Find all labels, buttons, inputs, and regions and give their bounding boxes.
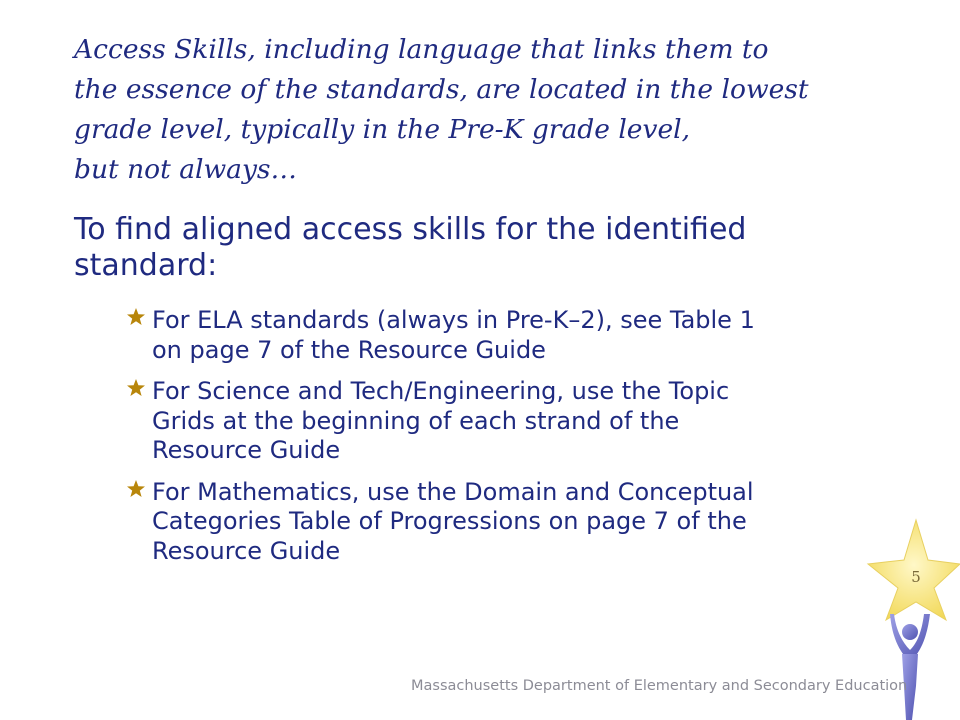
- bullet-line: Grids at the beginning of each strand of the: [152, 406, 680, 435]
- heading-line: standard:: [74, 248, 218, 283]
- bullet-item: [126, 377, 886, 466]
- footer: Massachusetts Department of Elementary and Secondary Education: [411, 678, 908, 694]
- bullet-line: Categories Table of Progressions on page 7 of the: [152, 507, 747, 535]
- subtitle-line: Access Skills, including language that links them to: [74, 34, 769, 65]
- bullet-line: on page 7 of the Resource Guide: [152, 335, 546, 364]
- bullet-line: Resource Guide: [152, 536, 341, 565]
- logo-figure-head: [902, 624, 918, 640]
- subtitle-line: the essence of the standards, are located in the lowest: [74, 74, 809, 105]
- star-bullet-icon: [126, 479, 146, 499]
- bullet-line: For ELA standards (always in Pre-K–2), see Table 1: [152, 306, 755, 334]
- star-bullet-icon: [126, 307, 146, 327]
- bullet-item: [126, 306, 886, 365]
- bullet-line: For Science and Tech/Engineering, use the Topic: [152, 377, 730, 405]
- bullet-list: [126, 306, 886, 578]
- subtitle-line: but not always…: [74, 154, 298, 185]
- subtitle: [74, 30, 894, 190]
- star-bullet-icon: [126, 378, 146, 398]
- heading: [74, 212, 874, 284]
- bullet-line: For Mathematics, use the Domain and Conceptual: [152, 477, 754, 506]
- bullet-item: [126, 478, 886, 567]
- subtitle-line: grade level, typically in the Pre-K grade level,: [74, 114, 691, 145]
- heading-line: To find aligned access skills for the identified: [74, 212, 747, 247]
- page-number: 5: [911, 568, 921, 586]
- bullet-line: Resource Guide: [152, 436, 341, 464]
